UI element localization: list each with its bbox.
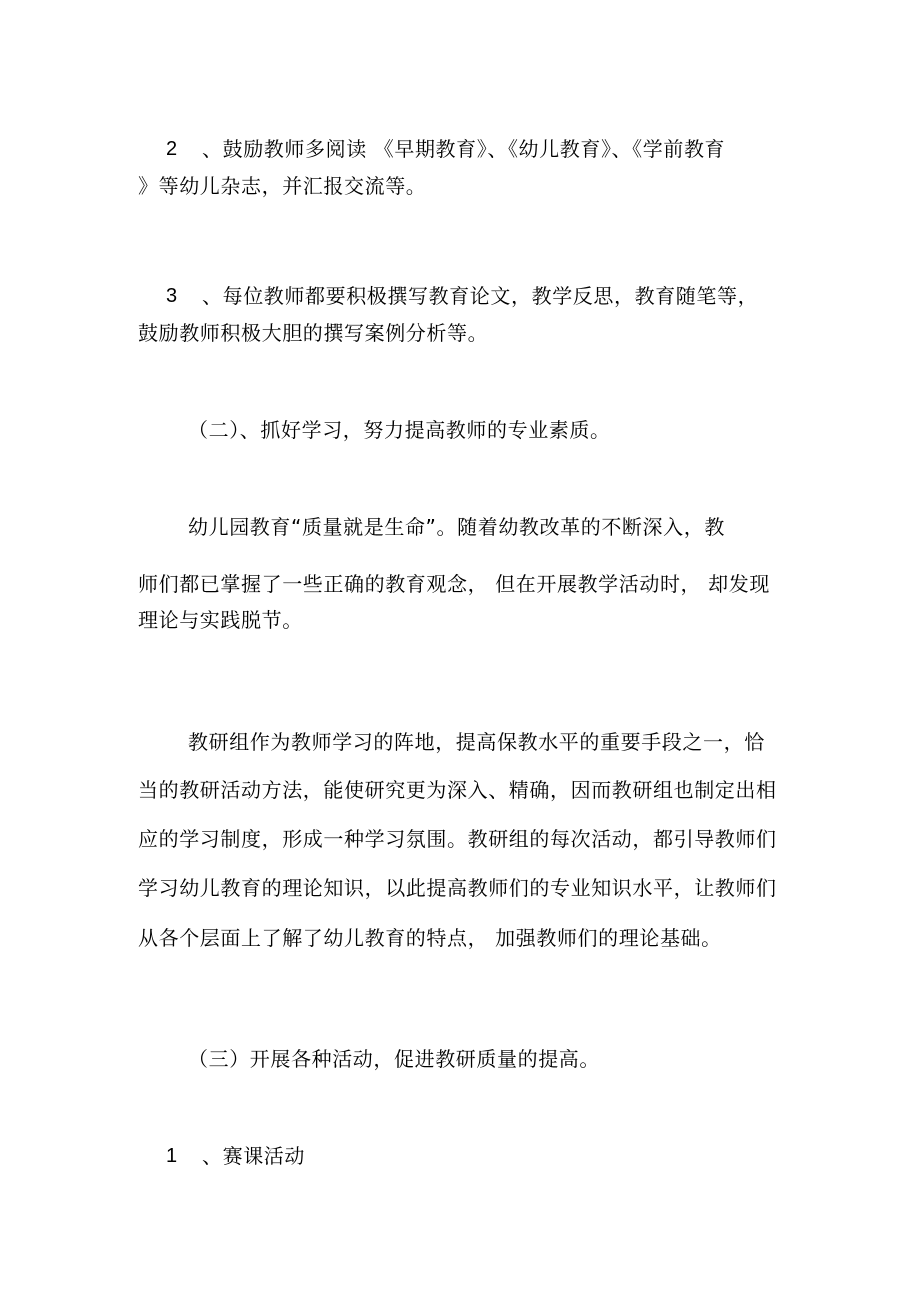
item-number: 1 — [166, 1145, 178, 1167]
text-line: 理论与实践脱节。 — [138, 608, 303, 632]
text-line: 从各个层面上了解了幼儿教育的特点， 加强教师们的理论基础。 — [138, 926, 722, 950]
item-number: 3 — [166, 285, 178, 307]
text-line: 、每位教师都要积极撰写教育论文，教学反思，教育随笔等， — [202, 284, 759, 308]
text-line: 》等幼儿杂志，并汇报交流等。 — [138, 174, 427, 198]
text-line: 师们都已掌握了一些正确的教育观念， 但在开展教学活动时， 却发现 — [138, 572, 770, 596]
item-number: 2 — [166, 138, 178, 160]
section-heading: （二）、抓好学习，努力提高教师的专业素质。 — [188, 418, 611, 442]
section-heading: （三）开展各种活动，促进教研质量的提高。 — [188, 1047, 600, 1071]
text-line: 教研组作为教师学习的阵地，提高保教水平的重要手段之一，恰 — [188, 730, 765, 754]
text-line: 学习幼儿教育的理论知识，以此提高教师们的专业知识水平，让教师们 — [138, 876, 777, 900]
text-line: 、鼓励教师多阅读 《早期教育》、《幼儿教育》、《学前教育 — [202, 137, 726, 161]
text-line: 当的教研活动方法，能使研究更为深入、精确，因而教研组也制定出相 — [138, 778, 777, 802]
text-line: 、赛课活动 — [202, 1144, 305, 1168]
text-line: 幼儿园教育“质量就是生命”。随着幼教改革的不断深入，教 — [188, 515, 725, 539]
text-line: 应的学习制度，形成一种学习氛围。教研组的每次活动，都引导教师们 — [138, 827, 777, 851]
text-line: 鼓励教师积极大胆的撰写案例分析等。 — [138, 321, 489, 345]
